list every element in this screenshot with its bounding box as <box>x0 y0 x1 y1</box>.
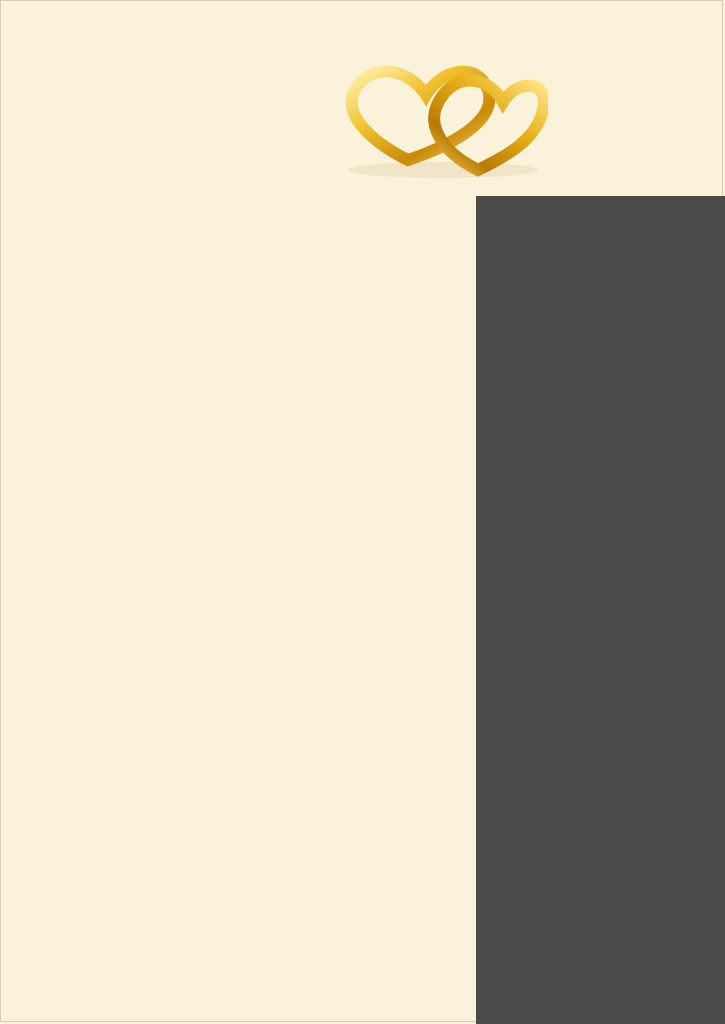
expediente-sidebar <box>476 196 725 1024</box>
gold-rings-image <box>338 50 548 182</box>
blog-link-row <box>90 967 420 981</box>
email-link-row <box>90 992 420 1006</box>
site-link-row <box>90 943 420 957</box>
expediente-heading <box>476 202 725 224</box>
contact-heading-box <box>90 905 420 924</box>
